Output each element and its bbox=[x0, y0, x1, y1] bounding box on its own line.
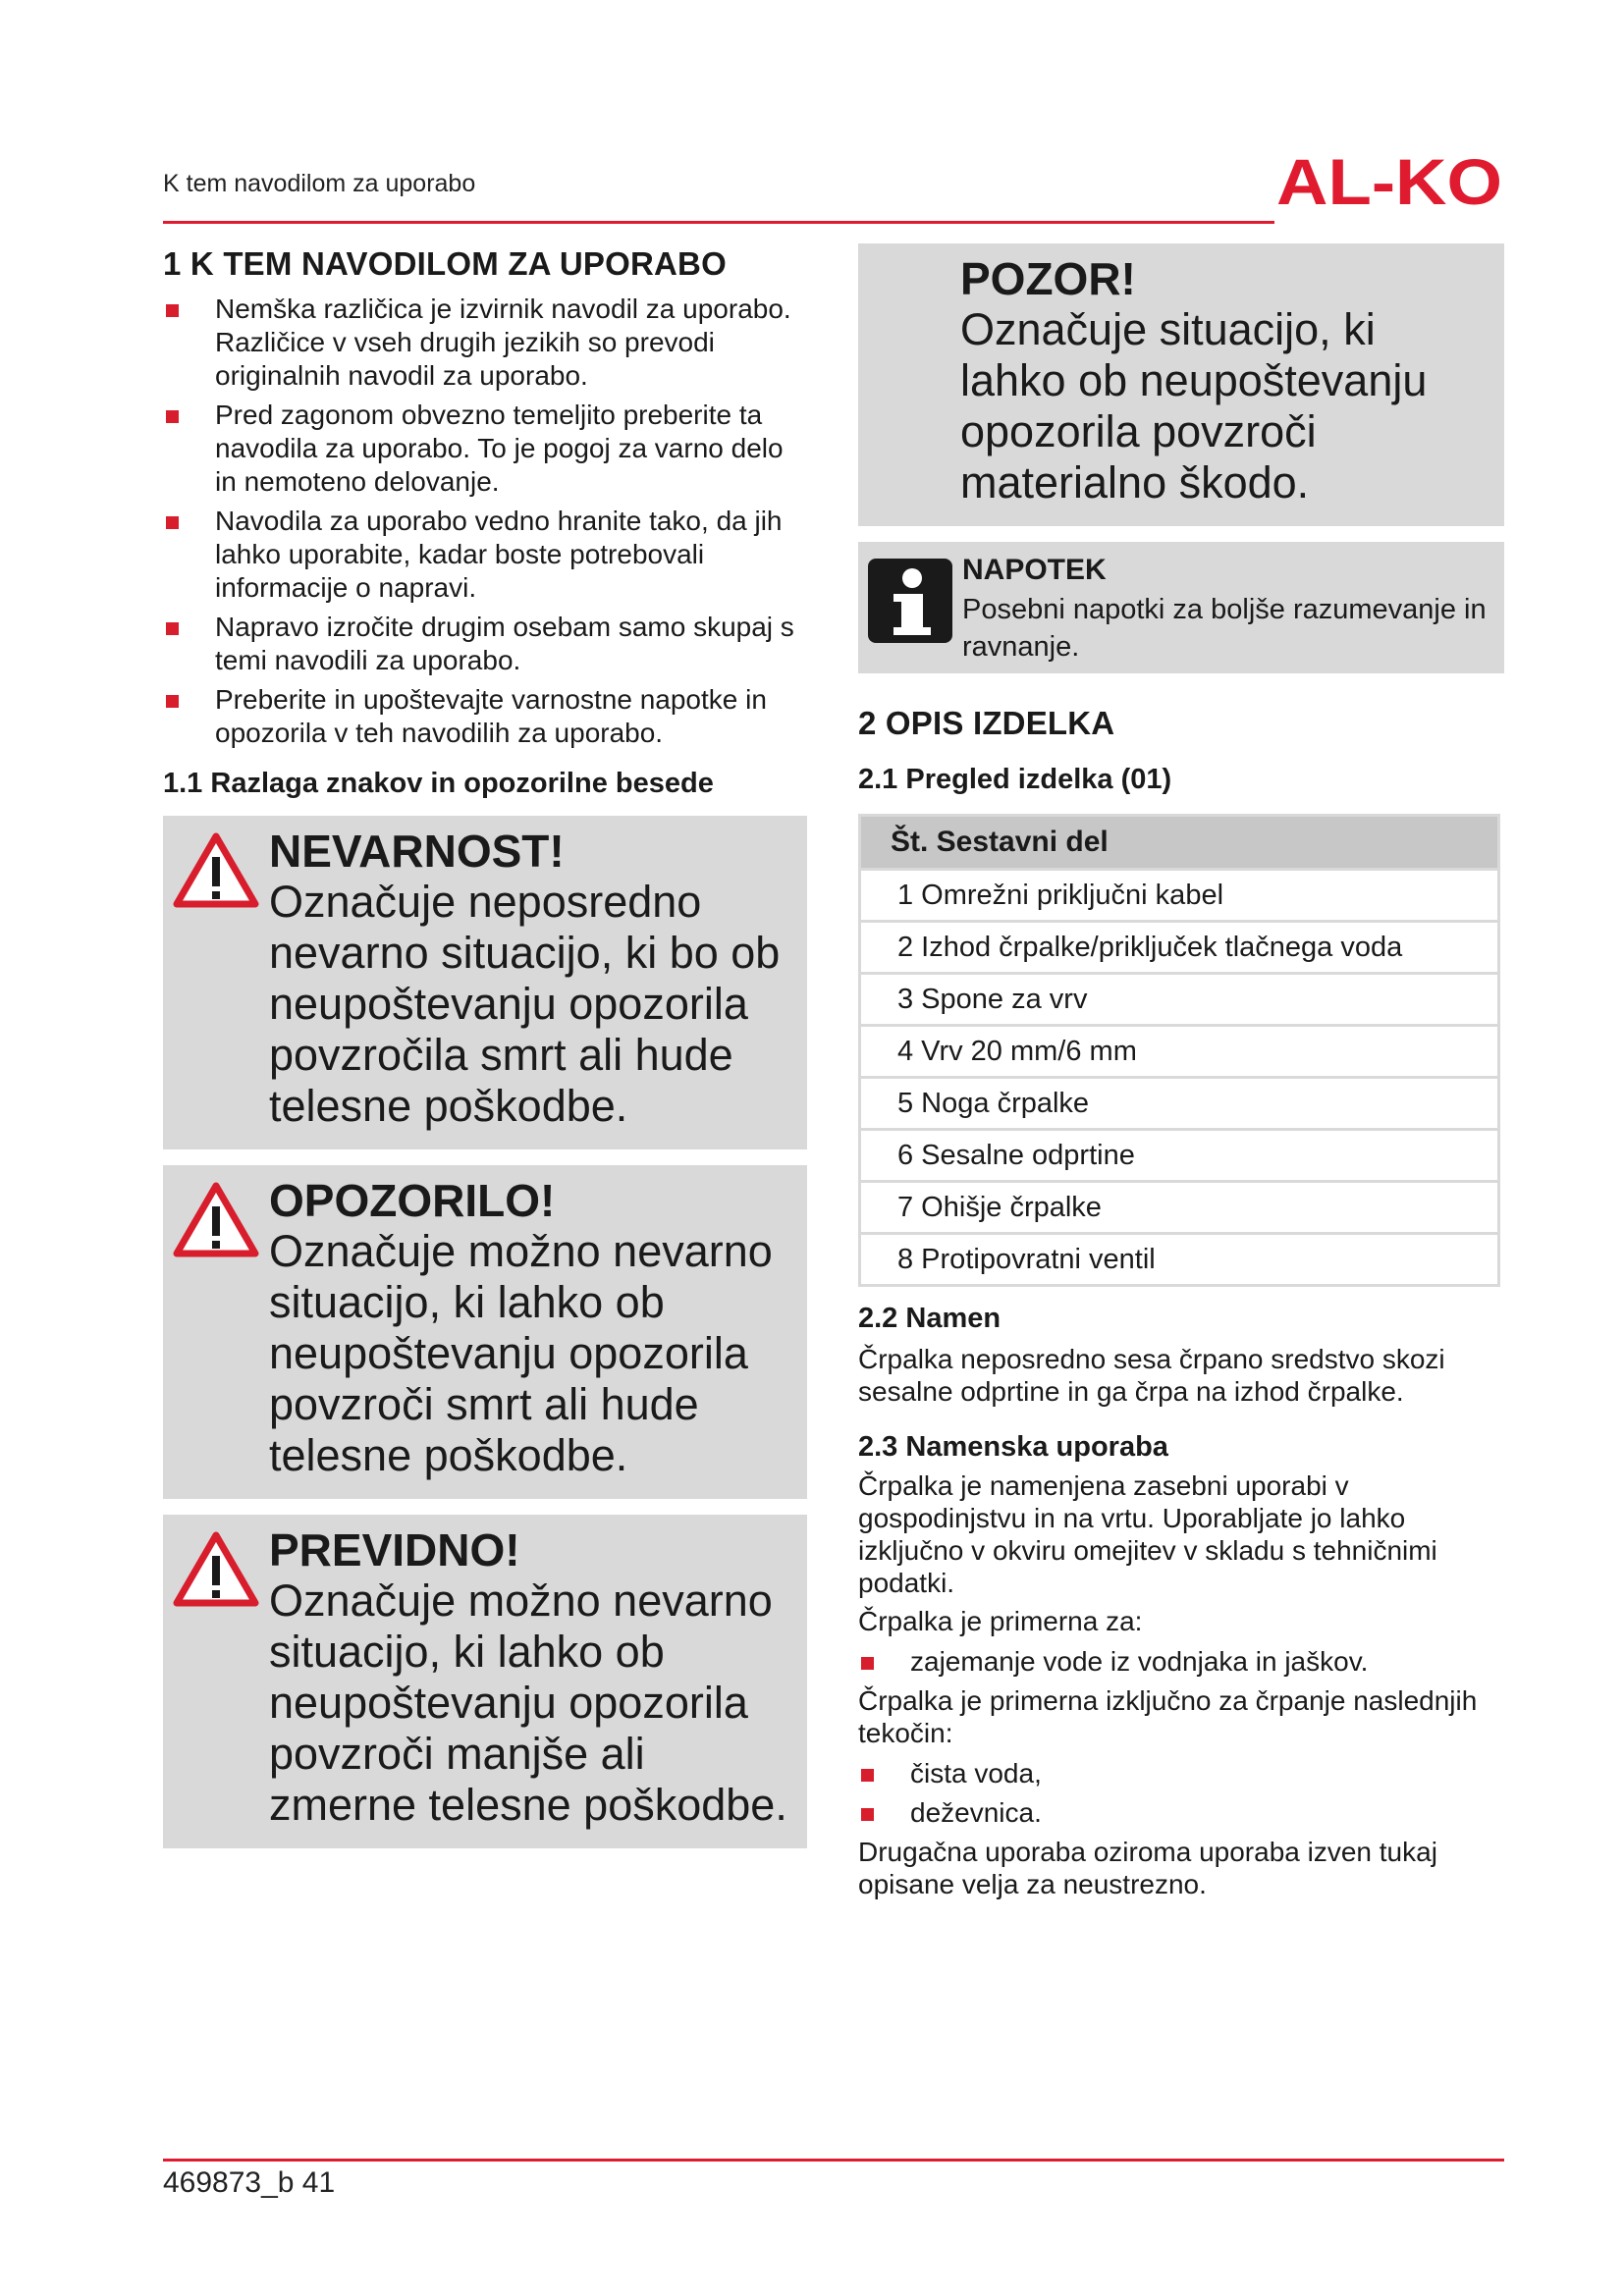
header-rule bbox=[163, 221, 1274, 224]
notice-title: POZOR! bbox=[960, 253, 1136, 304]
caution-box bbox=[163, 1515, 807, 1848]
warning-triangle-icon bbox=[173, 831, 259, 910]
use-text-3: Črpalka je primerna izključno za črpanje naslednjih tekočin: bbox=[858, 1685, 1478, 1748]
section-1-bullets bbox=[163, 293, 807, 750]
note-box bbox=[858, 542, 1504, 673]
bullet-square-icon bbox=[861, 1808, 874, 1821]
table-row: 7 Ohišje črpalke bbox=[860, 1182, 1499, 1234]
table-row: 1 Omrežni priključni kabel bbox=[860, 870, 1499, 922]
bullet-square-icon bbox=[861, 1657, 874, 1670]
list-item: Pred zagonom obvezno temeljito preberite ta navodila za uporabo. To je pogoj za varno delo in nemoteno delovanje. bbox=[163, 399, 807, 499]
section-2-2-title: 2.2 Namen bbox=[858, 1303, 1001, 1334]
table-row: 6 Sesalne odprtine bbox=[860, 1130, 1499, 1182]
use-text-4: Drugačna uporaba oziroma uporaba izven tukaj opisane velja za neustrezno. bbox=[858, 1837, 1437, 1899]
page-reference: 469873_b 41 bbox=[163, 2166, 336, 2199]
bullet-square-icon bbox=[861, 1769, 874, 1782]
bullet-square-icon bbox=[166, 622, 179, 635]
table-header: Št. Sestavni del bbox=[860, 816, 1499, 870]
alko-logo bbox=[1276, 147, 1504, 214]
footer-rule bbox=[163, 2159, 1504, 2162]
left-column bbox=[163, 245, 807, 1848]
list-item: Preberite in upoštevajte varnostne napotke in opozorila v teh navodilih za uporabo. bbox=[163, 683, 807, 750]
section-1-1-title: 1.1 Razlaga znakov in opozorilne besede bbox=[163, 768, 714, 799]
right-column bbox=[858, 243, 1504, 1900]
note-text: Posebni napotki za boljše razumevanje in ravnanje. bbox=[962, 594, 1487, 663]
notice-box bbox=[858, 243, 1504, 526]
danger-text: Označuje neposredno nevarno situacijo, ki bo ob neupoštevanju opozorila povzročila smrt ali hude telesne poškodbe. bbox=[269, 877, 781, 1131]
caution-text: Označuje možno nevarno situacijo, ki lahko ob neupoštevanju opozorila povzroči manjše ali zmerne telesne poškodbe. bbox=[269, 1575, 787, 1830]
danger-title: NEVARNOST! bbox=[269, 826, 565, 877]
note-title: NAPOTEK bbox=[962, 554, 1107, 586]
running-header: K tem navodilom za uporabo bbox=[163, 170, 476, 197]
purpose-text: Črpalka neposredno sesa črpano sredstvo skozi sesalne odprtine in ga črpa na izhod črpalke. bbox=[858, 1344, 1445, 1407]
list-item: deževnica. bbox=[858, 1796, 1504, 1830]
use-text-2: Črpalka je primerna za: bbox=[858, 1606, 1143, 1636]
section-1-title: 1 K TEM NAVODILOM ZA UPORABO bbox=[163, 245, 727, 282]
parts-table bbox=[858, 814, 1500, 1287]
table-row: 2 Izhod črpalke/priključek tlačnega voda bbox=[860, 922, 1499, 974]
warning-title: OPOZORILO! bbox=[269, 1175, 556, 1226]
info-icon bbox=[868, 559, 952, 643]
bullet-square-icon bbox=[166, 304, 179, 317]
list-item: zajemanje vode iz vodnjaka in jaškov. bbox=[858, 1645, 1504, 1679]
table-row: 5 Noga črpalke bbox=[860, 1078, 1499, 1130]
list-item: Napravo izročite drugim osebam samo skupaj s temi navodili za uporabo. bbox=[163, 611, 807, 677]
notice-text: Označuje situacijo, ki lahko ob neupoštevanju opozorila povzroči materialno škodo. bbox=[960, 304, 1428, 507]
warning-triangle-icon bbox=[173, 1530, 259, 1609]
list-item: Navodila za uporabo vedno hranite tako, da jih lahko uporabite, kadar boste potrebovali informacije o napravi. bbox=[163, 505, 807, 605]
section-2-1-title: 2.1 Pregled izdelka (01) bbox=[858, 764, 1172, 795]
bullet-square-icon bbox=[166, 410, 179, 423]
danger-box bbox=[163, 816, 807, 1149]
caution-title: PREVIDNO! bbox=[269, 1524, 520, 1575]
use-bullets-2 bbox=[858, 1757, 1504, 1830]
bullet-square-icon bbox=[166, 516, 179, 529]
list-item: Nemška različica je izvirnik navodil za uporabo. Različice v vseh drugih jezikih so prevodi originalnih navodil za uporabo. bbox=[163, 293, 807, 393]
warning-text: Označuje možno nevarno situacijo, ki lahko ob neupoštevanju opozorila povzroči smrt ali hude telesne poškodbe. bbox=[269, 1226, 773, 1480]
section-2-title: 2 OPIS IZDELKA bbox=[858, 705, 1115, 741]
svg-text:AL-KO: AL-KO bbox=[1276, 147, 1502, 214]
list-item: čista voda, bbox=[858, 1757, 1504, 1790]
use-bullets-1 bbox=[858, 1645, 1504, 1679]
table-row: 4 Vrv 20 mm/6 mm bbox=[860, 1026, 1499, 1078]
table-row: 3 Spone za vrv bbox=[860, 974, 1499, 1026]
table-header-row bbox=[860, 816, 1499, 870]
warning-box bbox=[163, 1165, 807, 1499]
warning-triangle-icon bbox=[173, 1181, 259, 1259]
table-row: 8 Protipovratni ventil bbox=[860, 1234, 1499, 1286]
bullet-square-icon bbox=[166, 695, 179, 708]
section-2-3-title: 2.3 Namenska uporaba bbox=[858, 1431, 1168, 1463]
use-text-1: Črpalka je namenjena zasebni uporabi v gospodinjstvu in na vrtu. Uporabljate jo lahko izključno v okviru omejitev v skladu s tehničnimi podatki. bbox=[858, 1470, 1437, 1598]
